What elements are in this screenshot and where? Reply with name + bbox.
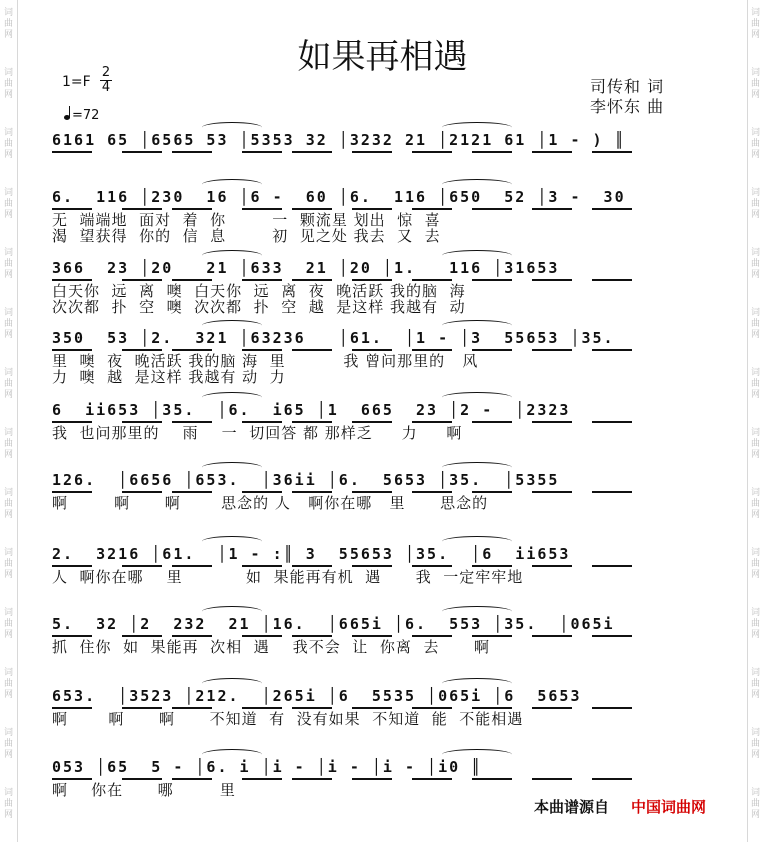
beam-line [592,208,632,210]
tempo-value: =72 [72,108,100,123]
beam-line [532,778,572,780]
beam-line [122,349,162,351]
beam-line [532,421,572,423]
watermark-text: 词 曲 网 [750,788,760,820]
beam-line [352,491,392,493]
beam-line [532,707,572,709]
beam-line [172,151,212,153]
key-signature: 1=F [62,74,91,90]
watermark-text: 词 曲 网 [3,788,13,820]
lyric-line-1: 无 端端地 面对 着 你 一 颗流星 划出 惊 喜 [52,211,441,229]
beam-line [292,208,332,210]
song-title: 如果再相遇 [297,37,468,77]
beam-line [52,635,92,637]
beam-line [472,279,512,281]
beam-line [472,491,512,493]
beam-line [412,279,452,281]
lyric-line-1: 我 也问那里的 雨 一 切回答 都 那样乏 力 啊 [52,424,463,442]
beam-line [52,349,92,351]
beam-line [292,635,332,637]
beam-line [352,421,392,423]
notation-line: 053 │65 5 - │6. i │i - │i - │i - │i0 ║ [52,758,483,776]
beam-line [592,349,632,351]
watermark-text: 词 曲 网 [3,8,13,40]
beam-line [532,208,572,210]
beam-line [592,151,632,153]
watermark-text: 词 曲 网 [750,308,760,340]
beam-line [532,349,572,351]
beam-line [352,778,392,780]
slur-mark [202,320,262,331]
slur-mark [202,122,262,133]
source-footer [534,796,706,817]
slur-mark [442,122,512,133]
beam-line [352,635,392,637]
notation-line: 350 53 │2. 321 │63236 │61. │1 - │3 55653 │35. [52,329,615,347]
watermark-text: 词 曲 网 [3,248,13,280]
beam-line [242,208,282,210]
watermark-text: 词 曲 网 [750,8,760,40]
slur-mark [202,250,262,261]
beam-line [172,565,212,567]
watermark-text: 词 曲 网 [3,608,13,640]
beam-line [472,707,512,709]
beam-line [472,421,512,423]
notation-line: 653. │3523 │212. │265i │6 5535 │065i │6 5653 [52,687,582,705]
beam-line [532,279,572,281]
beam-line [592,491,632,493]
lyric-line-1: 人 啊你在哪 里 如 果能再有机 遇 我 一定牢牢地 [52,568,524,586]
beam-line [292,279,332,281]
beam-line [472,635,512,637]
score-system [52,468,702,538]
notation-line: 6 ii653 │35. │6. i65 │1 665 23 │2 - │2323 [52,401,571,419]
watermark-text: 词 曲 网 [750,368,760,400]
slur-mark [202,392,262,403]
beam-line [412,565,452,567]
watermark-text: 词 曲 网 [750,548,760,580]
beam-line [52,421,92,423]
beam-line [472,565,512,567]
beam-line [412,778,452,780]
lyricist-credit: 司传和 词 [590,77,665,96]
watermark-text: 词 曲 网 [3,668,13,700]
beam-line [352,349,392,351]
beam-line [52,778,92,780]
score-system [52,612,702,682]
beam-line [52,491,92,493]
beam-line [242,421,282,423]
beam-line [352,707,392,709]
beam-line [242,491,282,493]
beam-line [122,778,162,780]
watermark-text: 词 曲 网 [3,68,13,100]
beam-line [122,279,162,281]
meter-top: 2 [101,65,111,80]
score-system [52,185,702,255]
beam-line [122,565,162,567]
notation-line: 2. 3216 │61. │1 - :║ 3 55653 │35. │6 ii653 [52,545,571,563]
beam-line [472,349,512,351]
beam-line [292,491,332,493]
score-system [52,542,702,612]
beam-line [412,635,452,637]
beam-line [172,491,212,493]
beam-line [122,707,162,709]
slur-mark [442,536,512,547]
beam-line [242,778,282,780]
slur-mark [442,749,512,760]
composer-credit: 李怀东 曲 [590,97,665,116]
beam-line [412,421,452,423]
beam-line [592,778,632,780]
beam-line [292,421,332,423]
beam-line [532,635,572,637]
beam-line [292,151,332,153]
watermark-text: 词 曲 网 [3,368,13,400]
beam-line [592,707,632,709]
beam-line [472,778,512,780]
score-system [52,326,702,396]
watermark-text: 词 曲 网 [750,248,760,280]
beam-line [122,491,162,493]
watermark-text: 词 曲 网 [3,308,13,340]
slur-mark [202,678,262,689]
beam-line [52,565,92,567]
beam-line [172,208,212,210]
time-signature [100,66,112,95]
watermark-text: 词 曲 网 [3,728,13,760]
score-system [52,256,702,326]
beam-line [352,565,392,567]
slur-mark [202,606,262,617]
beam-line [592,279,632,281]
notation-line: 6161 65 │6565 53 │5353 32 │3232 21 │2121 61 │1 - ) ║ [52,131,626,149]
beam-line [412,707,452,709]
lyric-line-1: 白天你 远 离 噢 白天你 远 离 夜 晚活跃 我的脑 海 [52,282,466,300]
beam-line [242,279,282,281]
beam-line [52,208,92,210]
beam-line [352,208,392,210]
watermark-text: 词 曲 网 [750,428,760,460]
beam-line [172,635,212,637]
notation-line: 126. │6656 │653. │36ii │6. 5653 │35. │5355 [52,471,560,489]
beam-line [412,491,452,493]
left-margin-strip [0,0,18,842]
watermark-text: 词 曲 网 [750,188,760,220]
beam-line [592,635,632,637]
beam-line [122,151,162,153]
watermark-text: 词 曲 网 [750,728,760,760]
slur-mark [202,536,262,547]
slur-mark [202,179,262,190]
beam-line [172,778,212,780]
beam-line [172,279,212,281]
beam-line [292,707,332,709]
score-system [52,398,702,468]
notation-line: 5. 32 │2 232 21 │16. │665i │6. 553 │35. │065i [52,615,615,633]
beam-line [352,151,392,153]
beam-line [242,707,282,709]
beam-line [122,635,162,637]
notation-line: 6. 116 │230 16 │6 - 60 │6. 116 │650 52 │3 - 30 [52,188,626,206]
lyric-line-1: 里 噢 夜 晚活跃 我的脑 海 里 我 曾问那里的 风 [52,352,479,370]
slur-mark [442,606,512,617]
slur-mark [442,179,512,190]
beam-line [292,778,332,780]
notation-line: 366 23 │20 21 │633 21 │20 │1. 116 │31653 [52,259,560,277]
lyric-line-1: 啊 你在 哪 里 [52,781,236,799]
beam-line [52,279,92,281]
beam-line [242,565,282,567]
slur-mark [442,392,512,403]
watermark-text: 词 曲 网 [3,548,13,580]
slur-mark [442,320,512,331]
lyric-line-1: 啊 啊 啊 思念的 人 啊你在哪 里 思念的 [52,494,489,512]
watermark-text: 词 曲 网 [3,188,13,220]
watermark-text: 词 曲 网 [750,68,760,100]
slur-mark [202,749,262,760]
slur-mark [442,250,512,261]
score-system [52,684,702,754]
beam-line [532,151,572,153]
beam-line [172,349,212,351]
beam-line [412,208,452,210]
beam-line [122,421,162,423]
lyric-line-1: 抓 住你 如 果能再 次相 遇 我不会 让 你离 去 啊 [52,638,490,656]
lyric-line-2: 渴 望获得 你的 信 息 初 见之处 我去 又 去 [52,227,441,245]
lyric-line-2: 力 噢 越 是这样 我越有 动 力 [52,368,286,386]
watermark-text: 词 曲 网 [3,128,13,160]
beam-line [172,707,212,709]
slur-mark [442,462,512,473]
watermark-text: 词 曲 网 [750,128,760,160]
beam-line [412,349,452,351]
beam-line [532,565,572,567]
watermark-text: 词 曲 网 [750,608,760,640]
watermark-text: 词 曲 网 [3,488,13,520]
slur-mark [442,678,512,689]
beam-line [122,208,162,210]
meter-bottom: 4 [101,80,111,95]
right-margin-strip [747,0,765,842]
watermark-text: 词 曲 网 [3,428,13,460]
beam-line [292,565,332,567]
beam-line [472,151,512,153]
beam-line [472,208,512,210]
tempo-mark [64,108,99,123]
beam-line [242,151,282,153]
lyric-line-2: 次次都 扑 空 噢 次次都 扑 空 越 是这样 我越有 动 [52,298,466,316]
slur-mark [202,462,262,473]
beam-line [592,421,632,423]
beam-line [242,349,282,351]
watermark-text: 词 曲 网 [750,668,760,700]
beam-line [172,421,212,423]
source-label: 本曲谱源自 [534,798,610,816]
lyric-line-1: 啊 啊 啊 不知道 有 没有如果 不知道 能 不能相遇 [52,710,524,728]
beam-line [242,635,282,637]
beam-line [532,491,572,493]
beam-line [292,349,332,351]
beam-line [412,151,452,153]
watermark-text: 词 曲 网 [750,488,760,520]
beam-line [592,565,632,567]
beam-line [52,707,92,709]
source-site: 中国词曲网 [631,798,707,816]
beam-line [52,151,92,153]
beam-line [352,279,392,281]
quarter-note-icon [64,115,70,120]
